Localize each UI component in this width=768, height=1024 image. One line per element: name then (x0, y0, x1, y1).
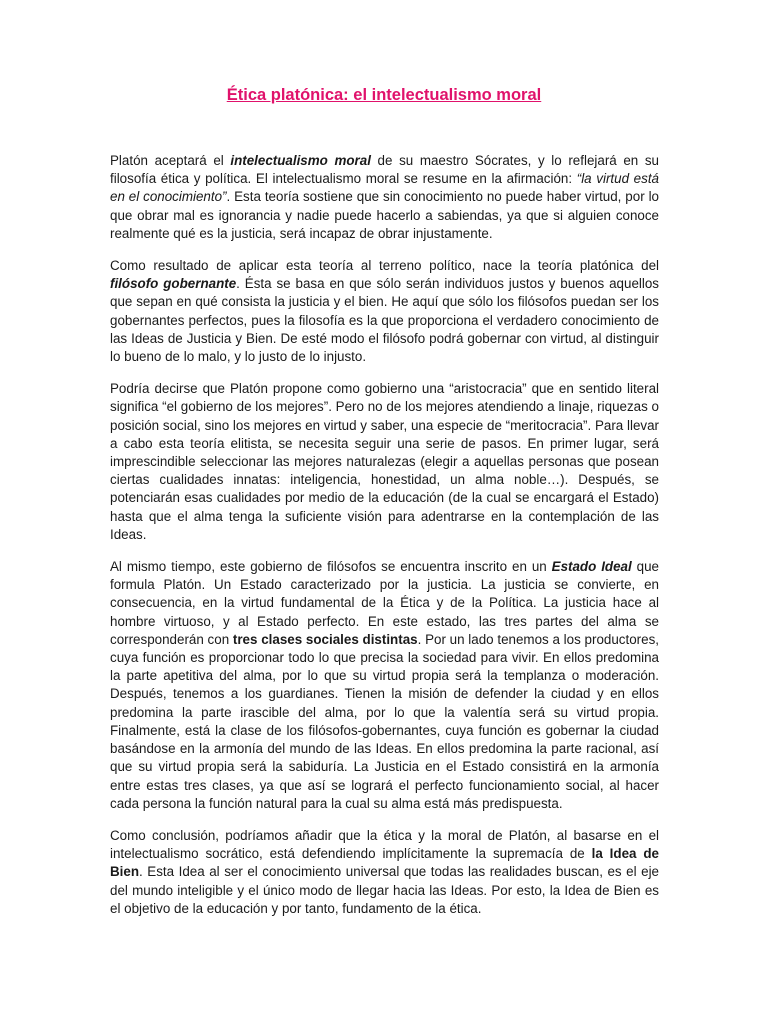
paragraph-5-text-a: Como conclusión, podríamos añadir que la ética y la moral de Platón, al basarse en el intelectualismo socrático, está defendiendo implícitamente la supremacía de (110, 827, 659, 862)
paragraph-4-emphasis-tres-clases: tres clases sociales distintas (232, 631, 418, 647)
paragraph-1-text-c: de su maestro Sócrates, y lo reflejará en su filosofía ética y política. El intelectualismo moral se resume en la afirmación: (110, 153, 659, 187)
paragraph-4-text-a: Al mismo tiempo, este gobierno de filósofos se encuentra inscrito en un (110, 559, 552, 575)
paragraph-1-emphasis-intelectualismo: intelectualismo moral (230, 153, 371, 168)
paragraph-3-text-a: Podría decirse que Platón propone como gobierno una “aristocracia” que en sentido literal significa “el gobierno de los mejores”. Pero no de los mejores atendiendo a linaje, riquezas o posición social, sino los mejores en virtud y saber, una especie de “meritocracia”. Para llevar a cabo esta teoría elitista, se necesita seguir una serie de pasos. En primer lugar, será imprescindible seleccionar las mejores naturalezas (elegir a aquellas personas que posean ciertas cualidades innatas: inteligencia, honestidad, un alma noble…). Después, se potenciarán esas cualidades por medio de la educación (de la cual se encargará el Estado) hasta que el alma tenga la suficiente visión para adentrarse en la contemplación de las Ideas. (110, 381, 659, 542)
paragraph-1-quote: “la virtud está en el conocimiento” (110, 171, 659, 205)
document-title: Ética platónica: el intelectualismo moral (226, 86, 542, 104)
paragraph-3 (110, 380, 659, 544)
paragraph-2-text-c: . Ésta se basa en que sólo serán individuos justos y buenos aquellos que sepan en qué consista la justicia y el bien. He aquí que sólo los filósofos puedan ser los gobernantes perfectos, pues la filosofía es la que proporciona el verdadero conocimiento de las Ideas de Justicia y Bien. De esté modo el filósofo podrá gobernar con virtud, al distinguir lo bueno de lo malo, y lo justo de lo injusto. (110, 276, 659, 365)
paragraph-5-emphasis-idea-de-bien: la Idea de Bien (110, 846, 659, 880)
paragraph-1-text-a: Platón aceptará el (110, 153, 231, 168)
paragraph-4-text-c: que formula Platón. Un Estado caracterizado por la justicia. La justicia se convierte, en consecuencia, en la virtud fundamental de la Ética y de la Política. La justicia hace al hombre virtuoso, y al Estado perfecto. En este estado, las tres partes del alma se corresponderán con (110, 559, 659, 647)
paragraph-2-emphasis-filosofo: filósofo gobernante (110, 276, 237, 292)
paragraph-5 (110, 827, 659, 918)
paragraph-1 (110, 152, 659, 243)
paragraph-4-emphasis-estado-ideal: Estado Ideal (551, 559, 632, 575)
paragraph-5-text-c: . Esta Idea al ser el conocimiento universal que todas las realidades buscan, es el eje del mundo inteligible y el único modo de llegar hacia las Ideas. Por esto, la Idea de Bien es el objetivo de la educación y por tanto, fundamento de la ética. (110, 864, 659, 916)
paragraph-4 (110, 558, 659, 813)
paragraph-2-text-a: Como resultado de aplicar esta teoría al terreno político, nace la teoría platónica del (110, 258, 659, 274)
paragraph-2 (110, 257, 659, 366)
paragraph-1-text-e: . Esta teoría sostiene que sin conocimiento no puede haber virtud, por lo que obrar mal es ignorancia y nadie puede hacerlo a sabiendas, ya que si alguien conoce realmente qué es la justicia, será incapaz de obrar injustamente. (110, 189, 659, 241)
document-body (110, 152, 659, 932)
paragraph-4-text-e: . Por un lado tenemos a los productores, cuya función es proporcionar todo lo que precisa la sociedad para vivir. En ellos predomina la parte apetitiva del alma, por lo que su virtud propia será la templanza o moderación. Después, tenemos a los guardianes. Tienen la misión de defender la ciudad y en ellos predomina la parte irascible del alma, por lo que la valentía será su virtud propia. Finalmente, está la clase de los filósofos-gobernantes, cuya función es gobernar la ciudad basándose en la armonía del mundo de las Ideas. En ellos predomina la parte racional, así que su virtud propia será la sabiduría. La Justicia en el Estado consistirá en la armonía entre estas tres clases, ya que así se logrará el perfecto funcionamiento social, al hacer cada persona la función natural para la cual su alma está más predispuesta. (110, 631, 659, 811)
